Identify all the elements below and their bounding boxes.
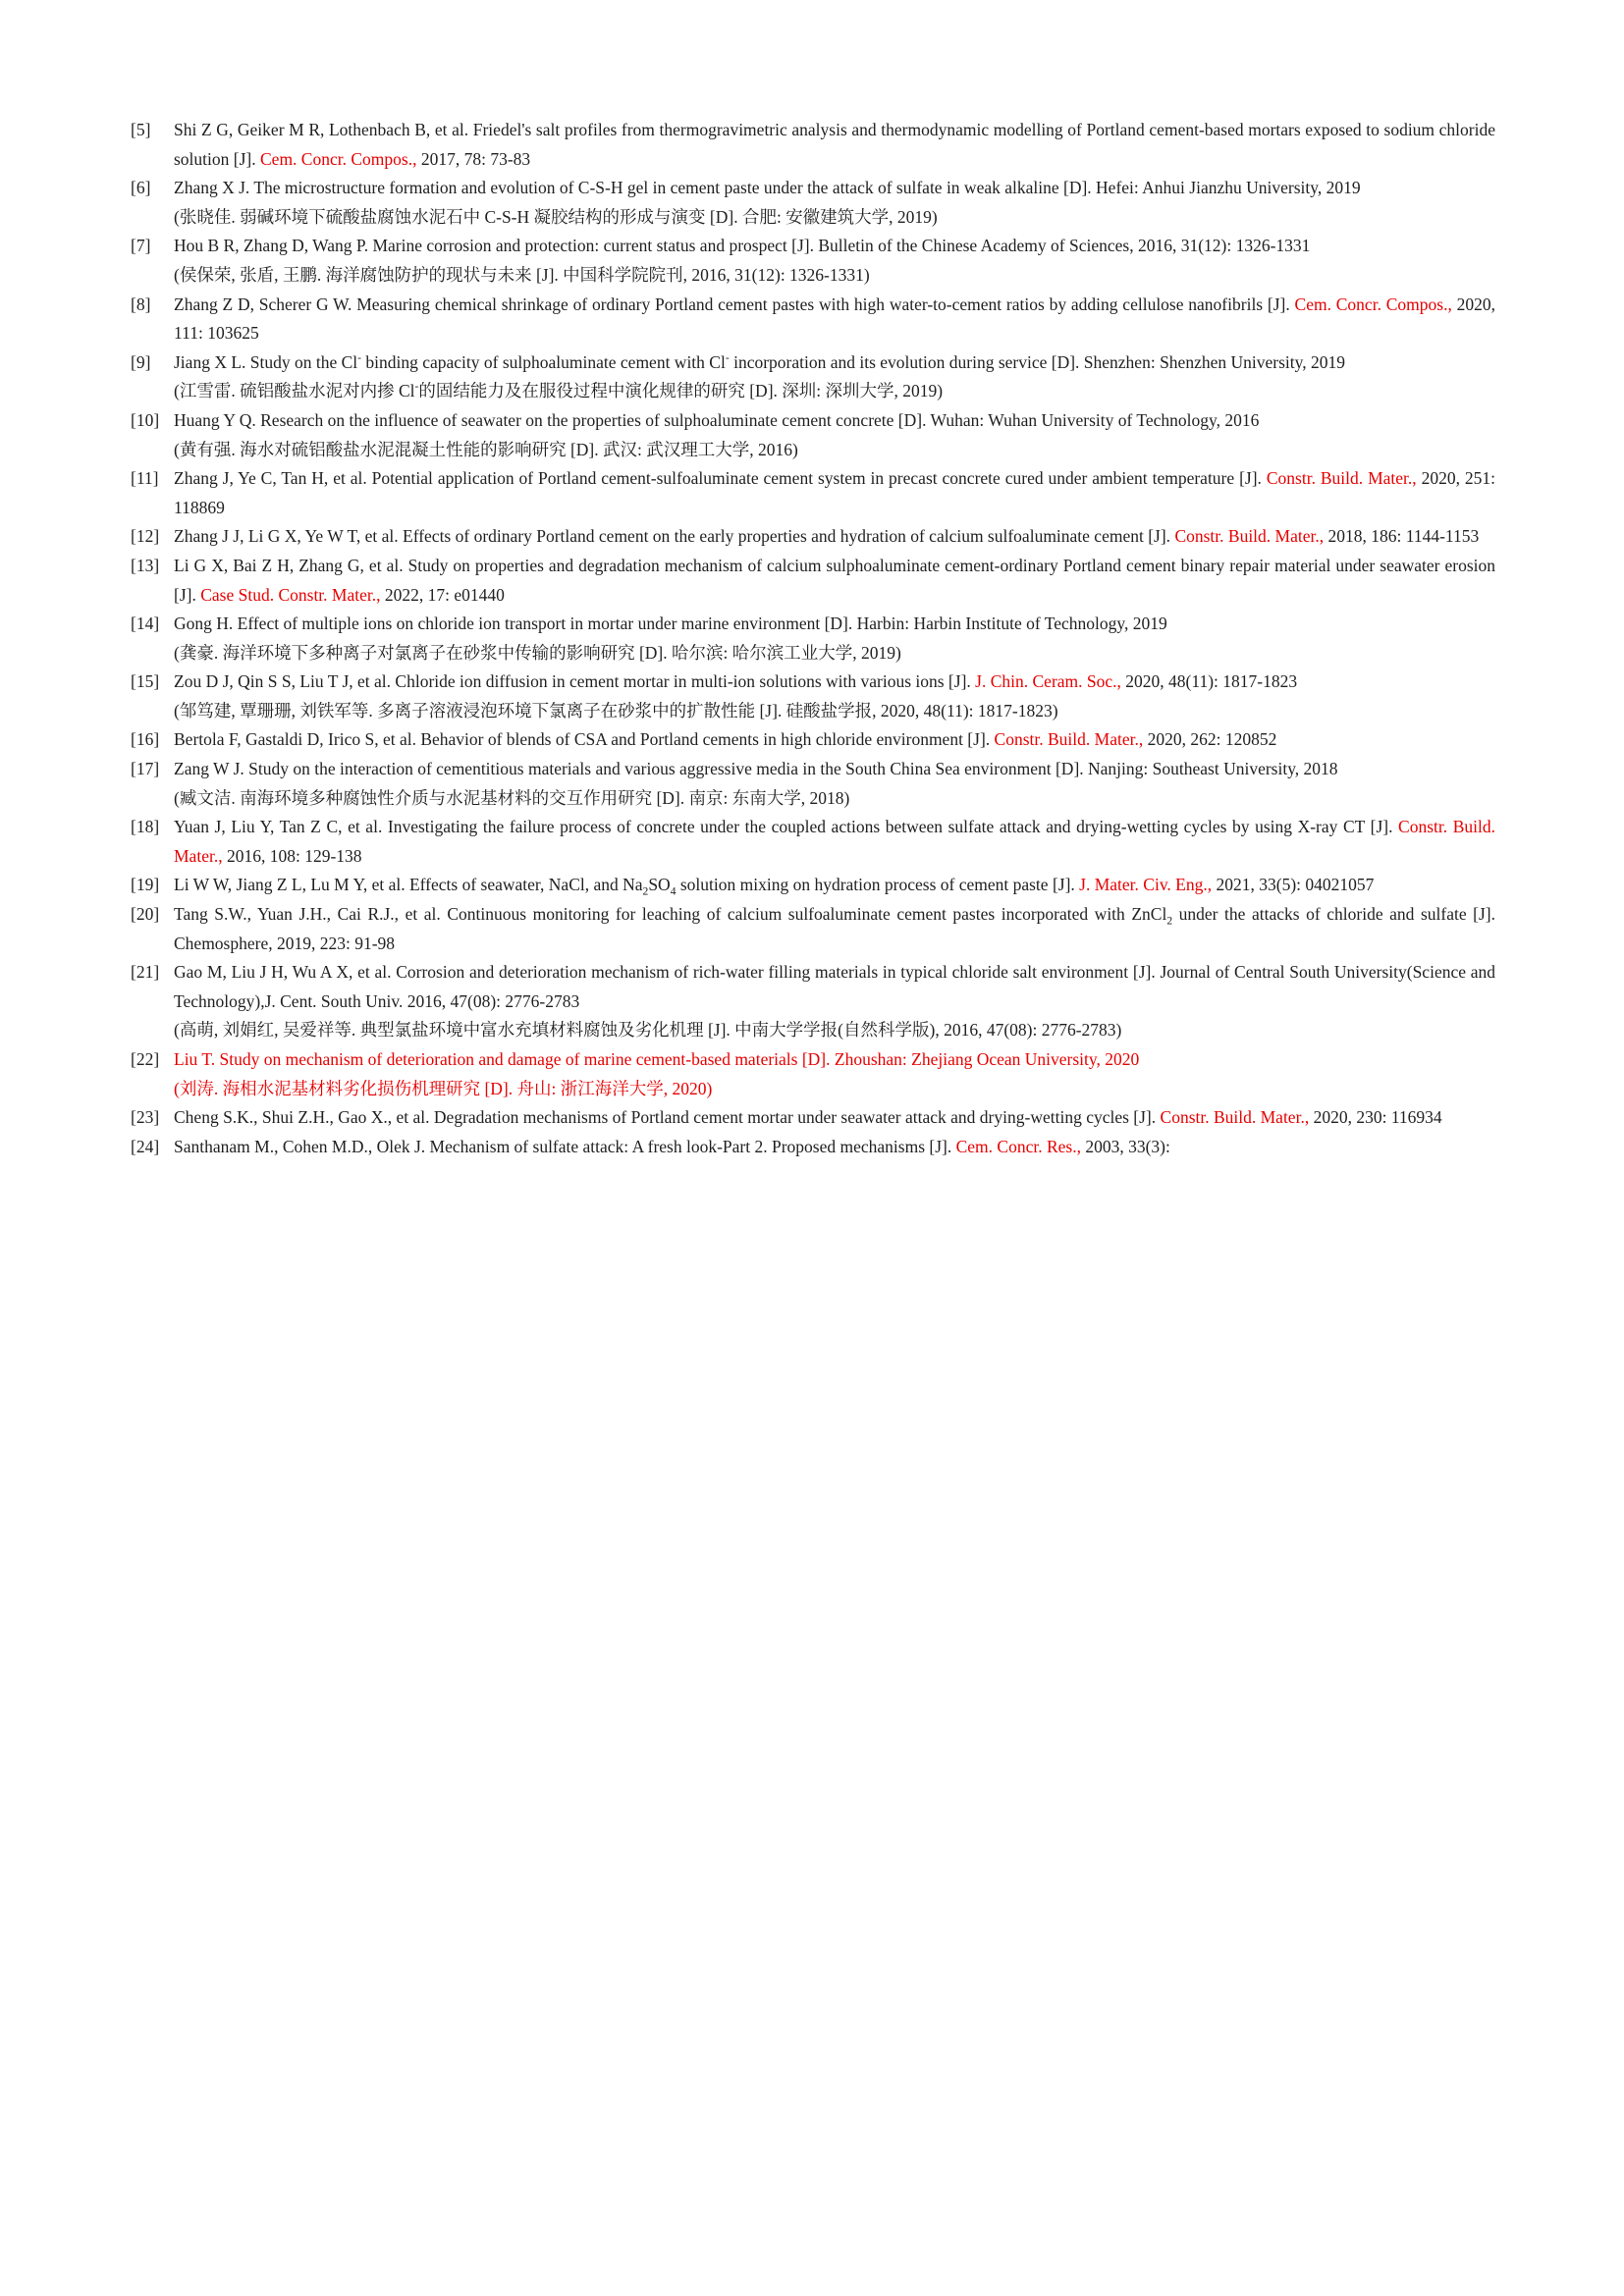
reference-segment: (邹笃建, 覃珊珊, 刘铁军等. 多离子溶液浸泡环境下氯离子在砂浆中的扩散性能 [J]. 硅酸盐学报, 2020, 48(11): 1817-1823) <box>174 700 1058 721</box>
reference-text <box>174 552 1495 610</box>
reference-number: [17] <box>131 759 160 779</box>
reference-paragraph <box>174 116 1495 174</box>
reference-segment: Zhang J, Ye C, Tan H, et al. Potential application of Portland cement-sulfoaluminate cement system in precast concrete cured under ambient temperature [J]. <box>174 468 1267 489</box>
reference-paragraph <box>174 784 1495 814</box>
reference-item <box>131 348 1495 406</box>
reference-number: [14] <box>131 614 160 634</box>
reference-segment: Li W W, Jiang Z L, Lu M Y, et al. Effects of seawater, NaCl, and Na <box>174 875 643 895</box>
journal-name-highlight: Cem. Concr. Compos., <box>1294 294 1452 314</box>
reference-segment: 2020, 111: 103625 <box>174 294 1495 344</box>
reference-segment: (龚豪. 海洋环境下多种离子对氯离子在砂浆中传输的影响研究 [D]. 哈尔滨: 哈尔滨工业大学, 2019) <box>174 642 901 663</box>
reference-segment: Santhanam M., Cohen M.D., Olek J. Mechanism of sulfate attack: A fresh look-Part 2. Proposed mechanisms [J]. <box>174 1136 956 1156</box>
reference-segment: Zou D J, Qin S S, Liu T J, et al. Chloride ion diffusion in cement mortar in multi-ion solutions with various ions [J]. <box>174 671 976 692</box>
reference-paragraph <box>174 697 1495 726</box>
reference-segment: Yuan J, Liu Y, Tan Z C, et al. Investigating the failure process of concrete under the coupled actions between sulfate attack and drying-wetting cycles by using X-ray CT [J]. <box>174 817 1399 837</box>
reference-text <box>174 464 1495 522</box>
reference-segment: (高萌, 刘娟红, 吴爱祥等. 典型氯盐环境中富水充填材料腐蚀及劣化机理 [J]. 中南大学学报(自然科学版), 2016, 47(08): 2776-2783) <box>174 1020 1122 1041</box>
reference-segment: - <box>725 351 730 364</box>
reference-segment: Hou B R, Zhang D, Wang P. Marine corrosion and protection: current status and prospect [J]. Bulletin of the Chinese Academy of Sciences, 2016, 31(12): 1326-1331 <box>174 236 1311 256</box>
reference-segment: Bertola F, Gastaldi D, Irico S, et al. Behavior of blends of CSA and Portland cements in high chloride environment [J]. <box>174 729 995 750</box>
reference-paragraph <box>174 406 1495 436</box>
reference-segment: - <box>414 381 419 394</box>
reference-paragraph <box>174 755 1495 784</box>
reference-text <box>174 900 1495 958</box>
reference-paragraph <box>174 464 1495 522</box>
reference-number: [9] <box>131 351 151 372</box>
reference-paragraph <box>174 1103 1495 1133</box>
journal-name-highlight: Case Stud. Constr. Mater., <box>200 584 381 605</box>
reference-text <box>174 406 1495 464</box>
reference-segment: (黄有强. 海水对硫铝酸盐水泥混凝土性能的影响研究 [D]. 武汉: 武汉理工大学, 2016) <box>174 439 798 459</box>
reference-paragraph <box>174 522 1495 552</box>
reference-number: [5] <box>131 120 151 139</box>
reference-item <box>131 552 1495 610</box>
reference-segment: under the attacks of chloride and sulfate [J]. Chemosphere, 2019, 223: 91-98 <box>174 904 1495 953</box>
reference-item <box>131 406 1495 464</box>
reference-number: [20] <box>131 904 160 925</box>
reference-number: [22] <box>131 1049 160 1069</box>
journal-name-highlight: (刘涛. 海相水泥基材料劣化损伤机理研究 [D]. 舟山: 浙江海洋大学, 2020) <box>174 1078 713 1098</box>
reference-segment: (侯保荣, 张盾, 王鹏. 海洋腐蚀防护的现状与未来 [J]. 中国科学院院刊, 2016, 31(12): 1326-1331) <box>174 264 870 285</box>
reference-item <box>131 900 1495 958</box>
reference-text <box>174 1045 1495 1103</box>
reference-segment: 2 <box>1166 915 1173 928</box>
reference-paragraph <box>174 436 1495 465</box>
reference-paragraph <box>174 900 1495 958</box>
reference-text <box>174 725 1495 755</box>
reference-paragraph <box>174 261 1495 291</box>
reference-item <box>131 667 1495 725</box>
reference-paragraph <box>174 1045 1495 1075</box>
reference-text <box>174 291 1495 348</box>
reference-item <box>131 610 1495 667</box>
reference-item <box>131 1045 1495 1103</box>
reference-item <box>131 1133 1495 1162</box>
reference-text <box>174 958 1495 1045</box>
journal-name-highlight: Constr. Build. Mater., <box>994 729 1144 750</box>
reference-item <box>131 958 1495 1045</box>
reference-segment: binding capacity of sulphoaluminate cement with Cl <box>361 351 726 372</box>
reference-segment: (张晓佳. 弱碱环境下硫酸盐腐蚀水泥石中 C-S-H 凝胶结构的形成与演变 [D]. 合肥: 安徽建筑大学, 2019) <box>174 206 938 227</box>
reference-segment: 2020, 251: 118869 <box>174 468 1495 517</box>
reference-paragraph <box>174 552 1495 610</box>
journal-name-highlight: Constr. Build. Mater., <box>1160 1107 1310 1128</box>
reference-item <box>131 232 1495 290</box>
reference-item <box>131 813 1495 871</box>
reference-segment: 4 <box>670 885 677 898</box>
reference-text <box>174 667 1495 725</box>
reference-segment: 的固结能力及在服役过程中演化规律的研究 [D]. 深圳: 深圳大学, 2019) <box>418 381 944 401</box>
reference-segment: solution mixing on hydration process of cement paste [J]. <box>676 875 1080 895</box>
reference-segment: 2018, 186: 1144-1153 <box>1324 526 1480 547</box>
reference-segment: Zhang X J. The microstructure formation and evolution of C-S-H gel in cement paste under the attack of sulfate in weak alkaline [D]. Hefei: Anhui Jianzhu University, 2019 <box>174 178 1361 198</box>
reference-item <box>131 116 1495 174</box>
reference-segment: 2017, 78: 73-83 <box>416 148 531 169</box>
reference-segment: 2022, 17: e01440 <box>380 584 505 605</box>
reference-number: [6] <box>131 178 151 198</box>
reference-segment: Gao M, Liu J H, Wu A X, et al. Corrosion and deterioration mechanism of rich-water filling materials in typical chloride salt environment [J]. Journal of Central South University(Science and Technology),J. Cent. South Univ. 2016, 47(08): 2776-2783 <box>174 962 1495 1011</box>
reference-number: [19] <box>131 875 160 895</box>
reference-segment: Cheng S.K., Shui Z.H., Gao X., et al. Degradation mechanisms of Portland cement mortar under seawater attack and drying-wetting cycles [J]. <box>174 1107 1161 1128</box>
reference-segment: Zang W J. Study on the interaction of cementitious materials and various aggressive media in the South China Sea environment [D]. Nanjing: Southeast University, 2018 <box>174 759 1338 779</box>
reference-text <box>174 610 1495 667</box>
reference-item <box>131 871 1495 900</box>
reference-text <box>174 1133 1495 1162</box>
reference-item <box>131 522 1495 552</box>
reference-text <box>174 871 1495 900</box>
reference-segment: Jiang X L. Study on the Cl <box>174 351 358 372</box>
reference-number: [23] <box>131 1107 160 1128</box>
reference-number: [8] <box>131 294 151 314</box>
reference-number: [24] <box>131 1136 160 1156</box>
reference-paragraph <box>174 174 1495 203</box>
reference-item <box>131 174 1495 232</box>
reference-item <box>131 755 1495 813</box>
reference-segment: 2021, 33(5): 04021057 <box>1212 875 1375 895</box>
reference-item <box>131 1103 1495 1133</box>
reference-segment: (江雪雷. 硫铝酸盐水泥对内掺 Cl <box>174 381 415 401</box>
journal-name-highlight: J. Chin. Ceram. Soc., <box>975 671 1121 692</box>
reference-paragraph <box>174 871 1495 900</box>
reference-segment: 2 <box>642 885 649 898</box>
reference-segment: 2020, 230: 116934 <box>1309 1107 1442 1128</box>
reference-number: [12] <box>131 526 160 547</box>
journal-name-highlight: Liu T. Study on mechanism of deterioration and damage of marine cement-based materials [D]. Zhoushan: Zhejiang Ocean University, 2020 <box>174 1049 1140 1069</box>
reference-segment: Huang Y Q. Research on the influence of seawater on the properties of sulphoaluminate cement concrete [D]. Wuhan: Wuhan University of Technology, 2016 <box>174 409 1260 430</box>
reference-text <box>174 348 1495 406</box>
journal-name-highlight: Constr. Build. Mater., <box>1266 468 1417 489</box>
reference-number: [13] <box>131 555 160 575</box>
reference-paragraph <box>174 813 1495 871</box>
reference-paragraph <box>174 203 1495 233</box>
reference-paragraph <box>174 667 1495 697</box>
reference-segment: 2016, 108: 129-138 <box>222 845 362 866</box>
reference-item <box>131 725 1495 755</box>
reference-number: [7] <box>131 236 151 256</box>
reference-number: [11] <box>131 468 159 489</box>
journal-name-highlight: Constr. Build. Mater., <box>174 817 1495 866</box>
reference-segment: incorporation and its evolution during service [D]. Shenzhen: Shenzhen University, 2019 <box>729 351 1345 372</box>
reference-text <box>174 1103 1495 1133</box>
reference-paragraph <box>174 1016 1495 1045</box>
reference-segment: 2020, 262: 120852 <box>1143 729 1277 750</box>
reference-paragraph <box>174 1075 1495 1104</box>
reference-segment: Li G X, Bai Z H, Zhang G, et al. Study on properties and degradation mechanism of calcium sulphoaluminate cement-ordinary Portland cement binary repair material under seawater erosion [J]. <box>174 555 1495 605</box>
reference-paragraph <box>174 639 1495 668</box>
reference-item <box>131 464 1495 522</box>
reference-item <box>131 291 1495 348</box>
references-list <box>131 116 1495 1161</box>
reference-segment: (臧文洁. 南海环境多种腐蚀性介质与水泥基材料的交互作用研究 [D]. 南京: 东南大学, 2018) <box>174 787 850 808</box>
reference-text <box>174 755 1495 813</box>
reference-segment: Zhang Z D, Scherer G W. Measuring chemical shrinkage of ordinary Portland cement pastes with high water-to-cement ratios by adding cellulose nanofibrils [J]. <box>174 294 1295 314</box>
reference-paragraph <box>174 377 1495 406</box>
reference-number: [21] <box>131 962 160 983</box>
reference-segment: - <box>357 351 362 364</box>
reference-number: [18] <box>131 817 160 837</box>
journal-name-highlight: Constr. Build. Mater., <box>1174 526 1325 547</box>
journal-name-highlight: Cem. Concr. Res., <box>955 1136 1081 1156</box>
reference-number: [16] <box>131 729 160 750</box>
reference-number: [10] <box>131 409 160 430</box>
reference-segment: Tang S.W., Yuan J.H., Cai R.J., et al. Continuous monitoring for leaching of calcium sulfoaluminate cement pastes incorporated with ZnCl <box>174 904 1167 925</box>
reference-segment: SO <box>648 875 671 895</box>
journal-name-highlight: Cem. Concr. Compos., <box>260 148 417 169</box>
reference-paragraph <box>174 348 1495 378</box>
reference-paragraph <box>174 291 1495 348</box>
reference-paragraph <box>174 1133 1495 1162</box>
reference-text <box>174 522 1495 552</box>
reference-segment: Zhang J J, Li G X, Ye W T, et al. Effects of ordinary Portland cement on the early properties and hydration of calcium sulfoaluminate cement [J]. <box>174 526 1175 547</box>
reference-segment: Shi Z G, Geiker M R, Lothenbach B, et al. Friedel's salt profiles from thermogravimetric analysis and thermodynamic modelling of Portland cement-based mortars exposed to sodium chloride solution [J]. <box>174 120 1495 169</box>
reference-paragraph <box>174 958 1495 1016</box>
reference-segment: 2020, 48(11): 1817-1823 <box>1120 671 1298 692</box>
reference-segment: Gong H. Effect of multiple ions on chloride ion transport in mortar under marine environment [D]. Harbin: Harbin Institute of Technology, 2019 <box>174 614 1167 634</box>
reference-text <box>174 232 1495 290</box>
reference-paragraph <box>174 725 1495 755</box>
reference-text <box>174 116 1495 174</box>
reference-paragraph <box>174 610 1495 639</box>
reference-text <box>174 813 1495 871</box>
journal-name-highlight: J. Mater. Civ. Eng., <box>1079 875 1213 895</box>
reference-segment: 2003, 33(3): <box>1080 1136 1170 1156</box>
reference-number: [15] <box>131 671 160 692</box>
reference-text <box>174 174 1495 232</box>
reference-paragraph <box>174 232 1495 261</box>
